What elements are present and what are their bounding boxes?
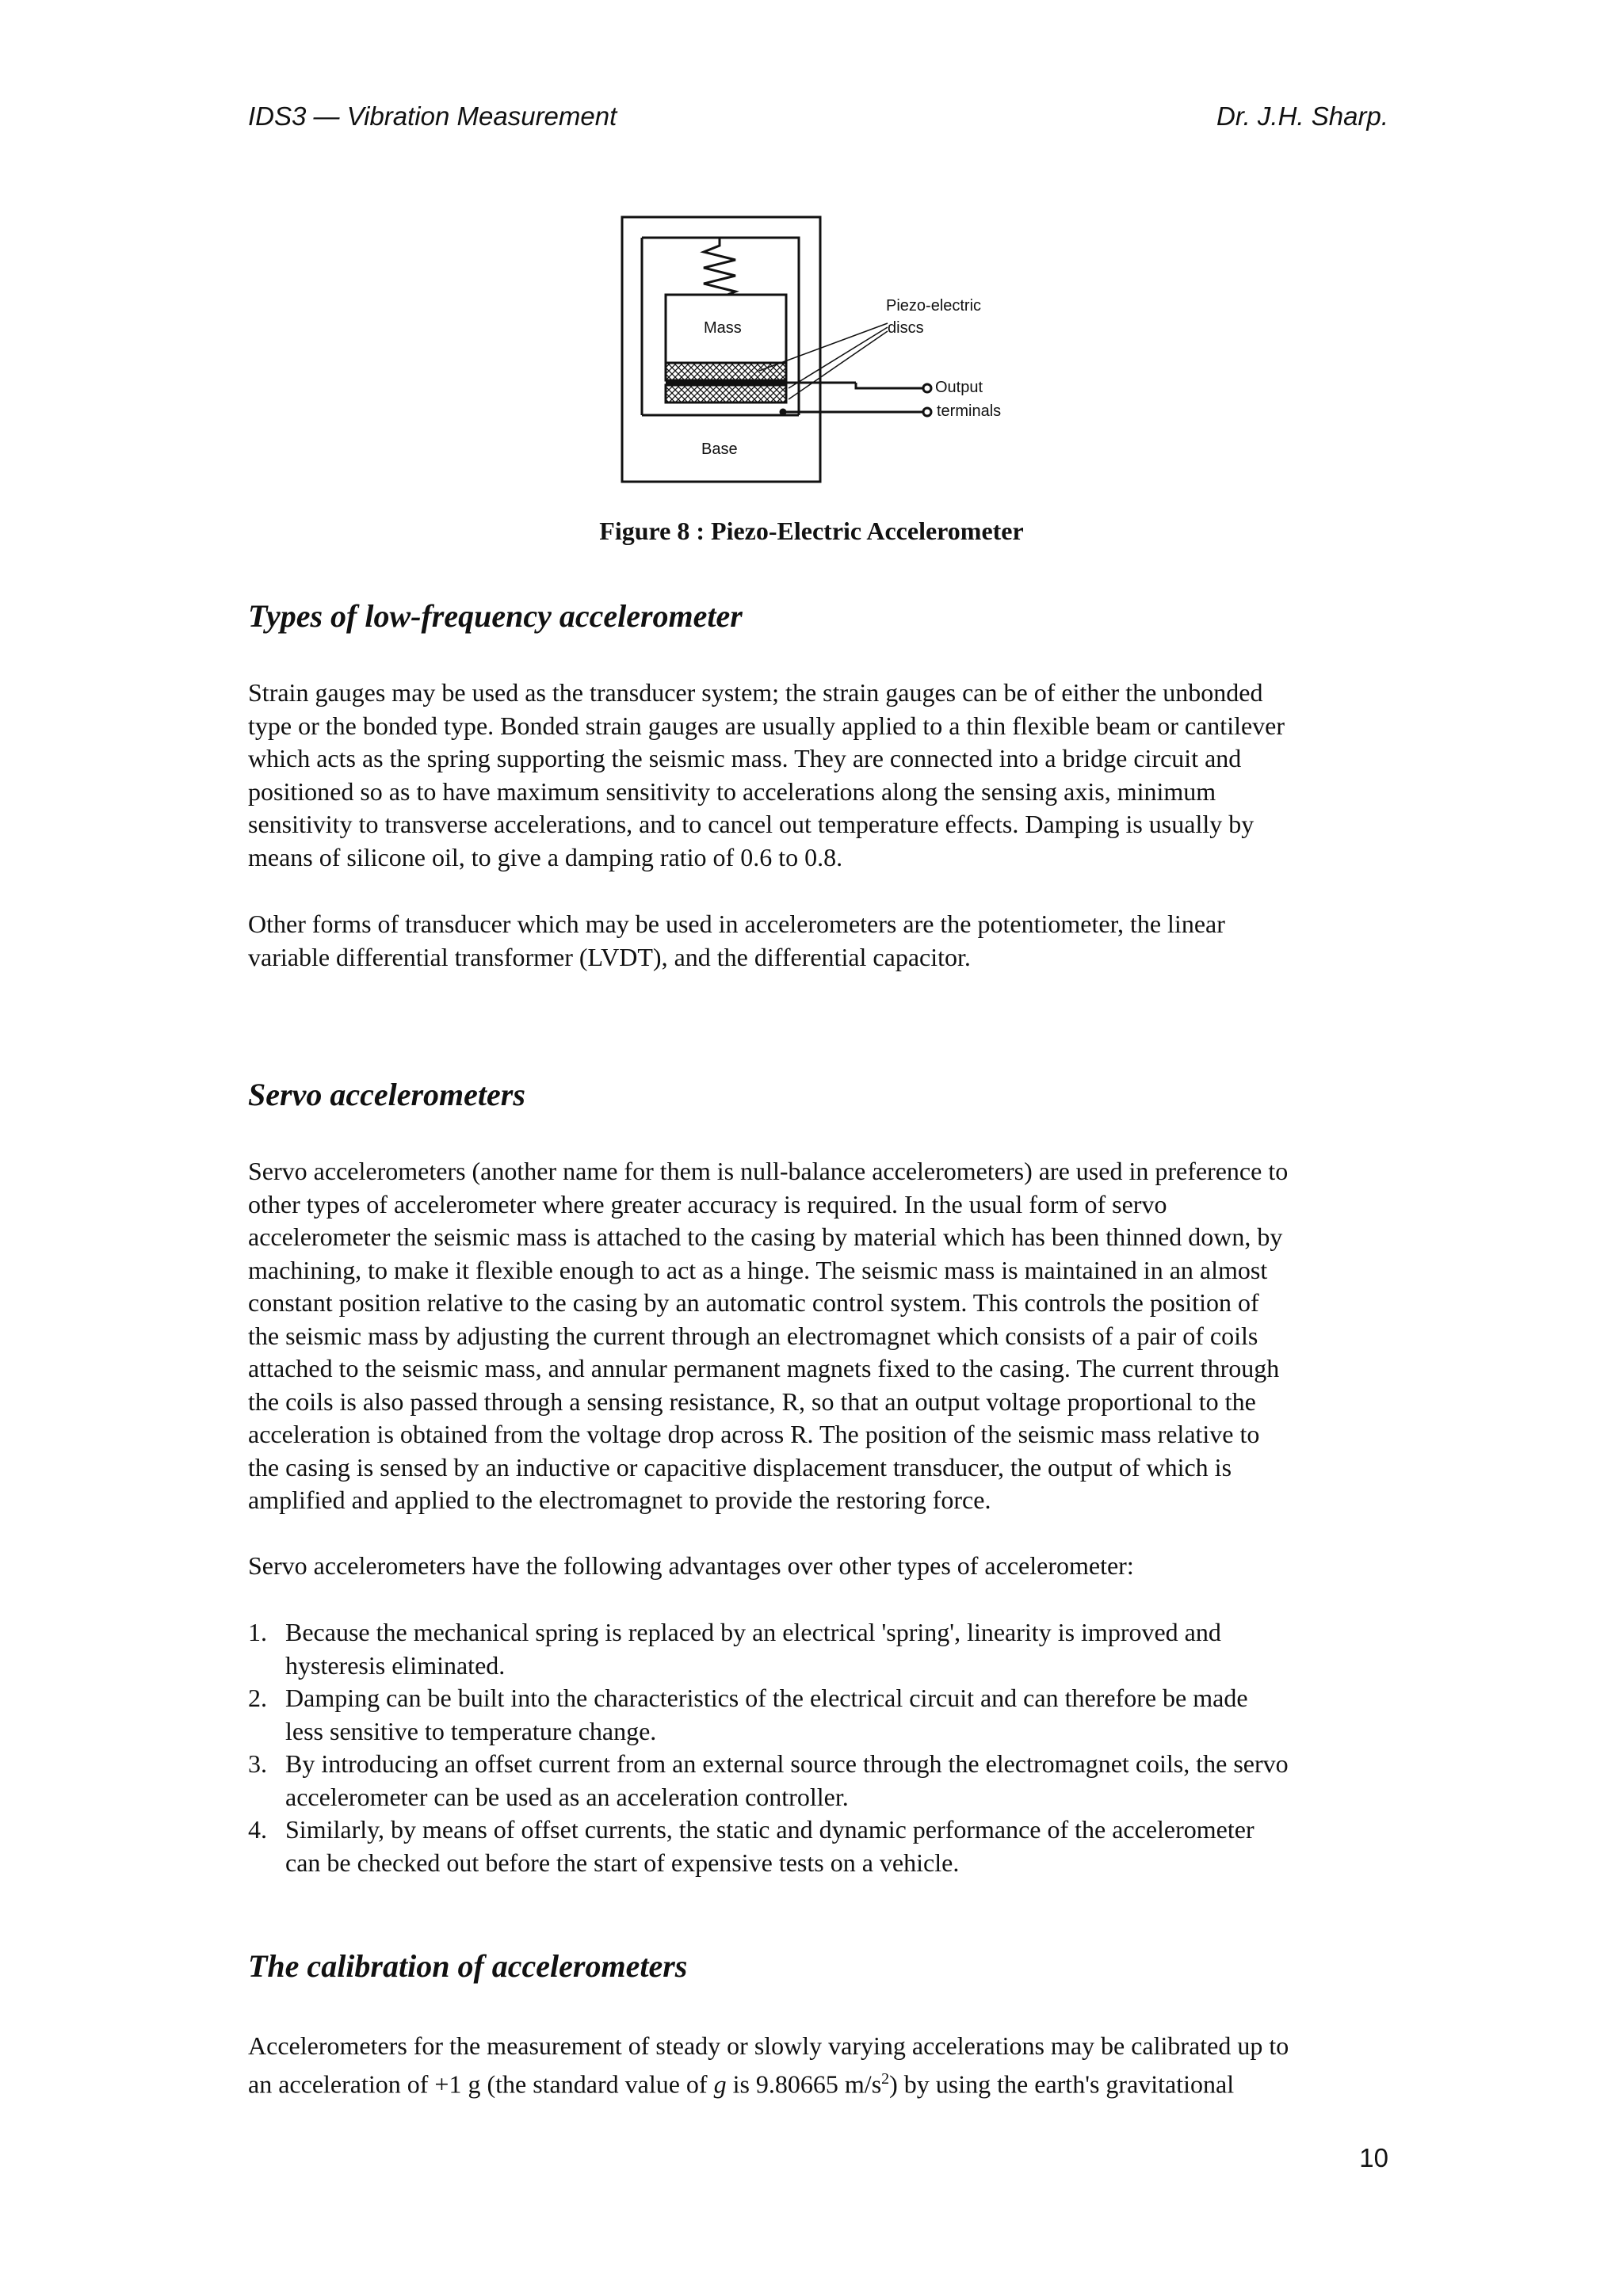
- header-author: Dr. J.H. Sharp.: [1216, 101, 1388, 131]
- text-line: accelerometer the seismic mass is attached to the casing by material which has been thinned down, by: [248, 1222, 1283, 1251]
- superscript: 2: [881, 2069, 890, 2088]
- label-mass: Mass: [704, 319, 742, 337]
- text-line: Strain gauges may be used as the transducer system; the strain gauges can be of either the unbonded: [248, 678, 1263, 707]
- text-line: variable differential transformer (LVDT), and the differential capacitor.: [248, 942, 971, 971]
- label-base: Base: [701, 441, 738, 458]
- output-wires: [769, 383, 931, 416]
- text-line: the coils is also passed through a sensing resistance, R, so that an output voltage proportional to the: [248, 1386, 1256, 1416]
- piezo-disc-lower: [666, 385, 786, 402]
- list-item: [248, 1682, 1389, 1748]
- text-line: Other forms of transducer which may be used in accelerometers are the potentiometer, the linear: [248, 910, 1225, 938]
- text-line: Accelerometers for the measurement of steady or slowly varying accelerations may be calibrated up to: [248, 2031, 1289, 2060]
- figure-caption: Figure 8 : Piezo-Electric Accelerometer: [599, 517, 1024, 545]
- text-line: hysteresis eliminated.: [285, 1650, 506, 1680]
- text-line: type or the bonded type. Bonded strain gauges are usually applied to a thin flexible beam or cantilever: [248, 711, 1285, 740]
- text-run: ) by using the earth's gravitational: [889, 2069, 1235, 2099]
- list-item: [248, 1616, 1389, 1682]
- piezo-accelerometer-diagram: [618, 212, 1046, 490]
- list-number: 2.: [248, 1684, 267, 1712]
- paragraph-servo-description: [248, 1155, 1389, 1517]
- paragraph-strain-gauges: [248, 677, 1389, 874]
- text-line: Servo accelerometers have the following advantages over other types of accelerometer:: [248, 1551, 1134, 1580]
- text-line: Servo accelerometers (another name for them is null-balance accelerometers) are used in preference to: [248, 1157, 1289, 1185]
- text-line: the seismic mass by adjusting the current through an electromagnet which consists of a pair of coils: [248, 1321, 1258, 1350]
- text-line: means of silicone oil, to give a damping ratio of 0.6 to 0.8.: [248, 842, 843, 871]
- text-line: other types of accelerometer where greater accuracy is required. In the usual form of servo: [248, 1189, 1167, 1219]
- text-line: Similarly, by means of offset currents, the static and dynamic performance of the accelerometer: [285, 1815, 1254, 1844]
- label-piezo-line2: discs: [888, 319, 924, 337]
- paragraph-servo-advantages-intro: [248, 1550, 1389, 1583]
- list-number: 4.: [248, 1815, 267, 1844]
- text-line: [248, 2063, 1389, 2101]
- label-piezo-line1: Piezo-electric: [886, 297, 982, 315]
- heading-low-frequency: Types of low-frequency accelerometer: [248, 598, 743, 634]
- text-line: attached to the seismic mass, and annular permanent magnets fixed to the casing. The current through: [248, 1354, 1280, 1383]
- page-number: 10: [1359, 2143, 1388, 2172]
- text-line: sensitivity to transverse accelerations, and to cancel out temperature effects. Damping is usually by: [248, 810, 1254, 838]
- text-line: Damping can be built into the characteristics of the electrical circuit and can therefore be made: [285, 1684, 1248, 1712]
- text-line: amplified and applied to the electromagnet to provide the restoring force.: [248, 1486, 991, 1514]
- text-line: constant position relative to the casing by an automatic control system. This controls the position of: [248, 1288, 1259, 1317]
- text-line: By introducing an offset current from an external source through the electromagnet coils, the servo: [285, 1749, 1289, 1778]
- paragraph-calibration: [248, 2030, 1389, 2101]
- text-run: an acceleration of +1 g (the standard value of: [248, 2069, 714, 2099]
- text-line: can be checked out before the start of expensive tests on a vehicle.: [285, 1848, 960, 1877]
- heading-calibration: The calibration of accelerometers: [248, 1948, 688, 1984]
- text-line: machining, to make it flexible enough to act as a hinge. The seismic mass is maintained in an almost: [248, 1255, 1268, 1284]
- text-line: positioned so as to have maximum sensitivity to accelerations along the sensing axis, minimum: [248, 776, 1216, 806]
- paragraph-other-transducers: [248, 908, 1389, 974]
- text-run: is 9.80665 m/s: [726, 2069, 882, 2099]
- list-number: 1.: [248, 1618, 267, 1646]
- text-line: less sensitive to temperature change.: [285, 1716, 657, 1745]
- text-line: acceleration is obtained from the voltage drop across R. The position of the seismic mass relative to: [248, 1420, 1260, 1448]
- text-line: the casing is sensed by an inductive or capacitive displacement transducer, the output of which is: [248, 1452, 1232, 1482]
- list-item: [248, 1748, 1389, 1814]
- list-number: 3.: [248, 1749, 267, 1778]
- heading-servo: Servo accelerometers: [248, 1077, 525, 1112]
- label-output-line1: Output: [935, 379, 983, 396]
- list-item: [248, 1814, 1389, 1879]
- header-title: IDS3 — Vibration Measurement: [248, 101, 617, 131]
- piezo-disc-upper: [666, 363, 786, 380]
- text-run-italic: g: [713, 2069, 727, 2099]
- label-output-line2: terminals: [937, 402, 1002, 420]
- text-line: accelerometer can be used as an acceleration controller.: [285, 1782, 849, 1811]
- text-line: which acts as the spring supporting the seismic mass. They are connected into a bridge circuit and: [248, 744, 1242, 772]
- advantages-list: [248, 1616, 1389, 1879]
- text-line: Because the mechanical spring is replaced by an electrical 'spring', linearity is improved and: [285, 1618, 1221, 1646]
